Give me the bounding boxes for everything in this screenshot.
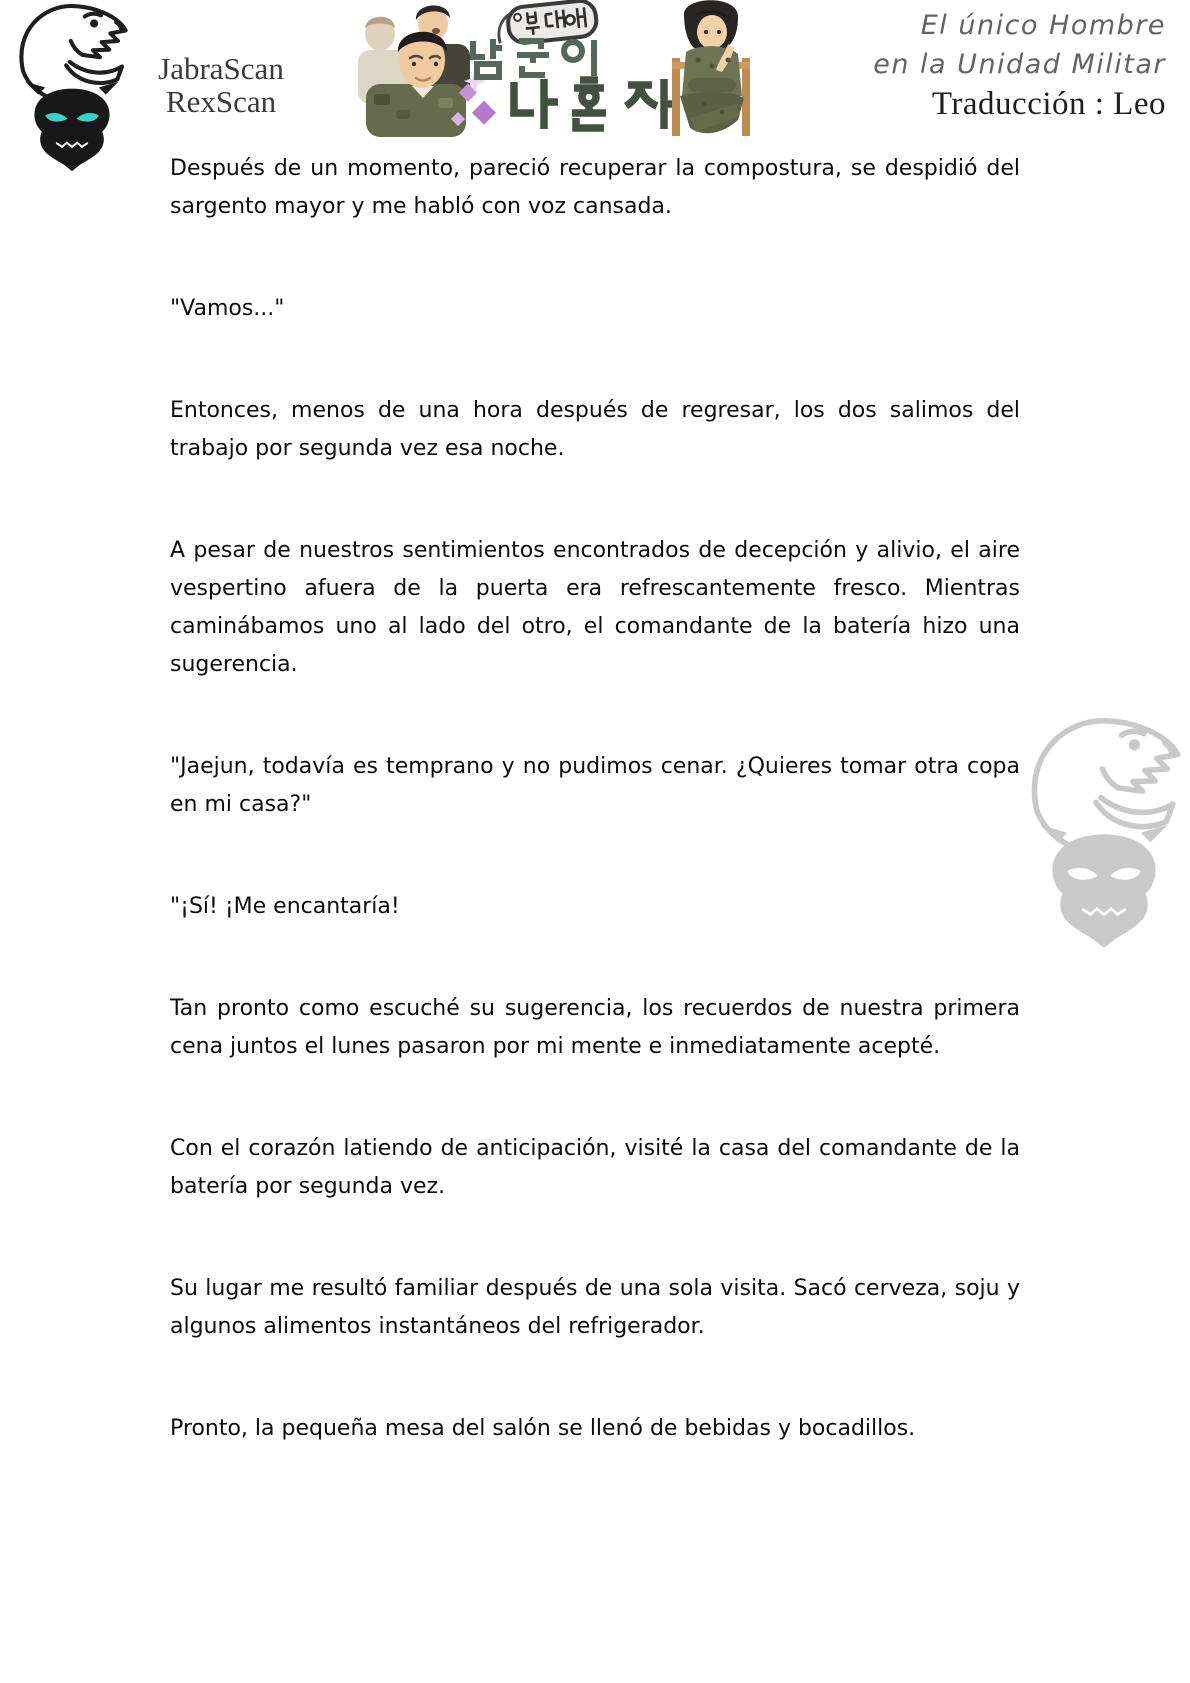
scan-group-line1: JabraScan [158, 51, 284, 86]
paragraph: Después de un momento, pareció recuperar la compostura, se despidió del sargento mayor y me habló con voz cansada. [170, 156, 1020, 219]
scan-group-name [128, 52, 314, 118]
paragraph: Con el corazón latiendo de anticipación, visité la casa del comandante de la batería por segunda vez. [170, 1136, 1020, 1199]
cover-title-korean-line2 [514, 79, 678, 129]
jabrascan-rexscan-logo trex-mask-icon [8, 0, 136, 172]
paragraph: A pesar de nuestros sentimientos encontrados de decepción y alivio, el aire vespertino afuera de la puerta era refrescantemente fresco. Mientras caminábamos uno al lado del otro, el comandante de la batería hizo una sugerencia. [170, 538, 1020, 677]
rexscan-watermark trex-mask-icon [1016, 708, 1190, 948]
paragraph: Entonces, menos de una hora después de regresar, los dos salimos del trabajo por segunda vez esa noche. [170, 398, 1020, 461]
cover-character-woman [672, 0, 750, 136]
translator-credit: Traducción : Leo [931, 86, 1166, 122]
paragraph: "Vamos..." [170, 296, 285, 321]
paragraph: "¡Sí! ¡Me encantaría! [170, 894, 400, 919]
scan-group-line2: RexScan [165, 84, 277, 119]
cover-illustration [350, 0, 760, 137]
manhwa-cover-art [350, 0, 760, 137]
series-title-spanish [746, 6, 1166, 84]
paragraph: "Jaejun, todavía es temprano y no pudimos cenar. ¿Quieres tomar otra copa en mi casa?" [170, 754, 1020, 817]
paragraph: Su lugar me resultó familiar después de una sola visita. Sacó cerveza, soju y algunos alimentos instantáneos del refrigerador. [170, 1276, 1020, 1339]
paragraph: Tan pronto como escuché su sugerencia, los recuerdos de nuestra primera cena juntos el lunes pasaron por mi mente e inmediatamente acepté. [170, 996, 1020, 1059]
paragraph: Pronto, la pequeña mesa del salón se llenó de bebidas y bocadillos. [170, 1416, 916, 1441]
story-text [170, 150, 1020, 1448]
cover-title-korean-line1 [473, 39, 594, 77]
series-title-line2: en la Unidad Militar [873, 49, 1166, 80]
series-title-line1: El único Hombre [920, 10, 1166, 41]
dog-tag-badge [496, 0, 598, 45]
